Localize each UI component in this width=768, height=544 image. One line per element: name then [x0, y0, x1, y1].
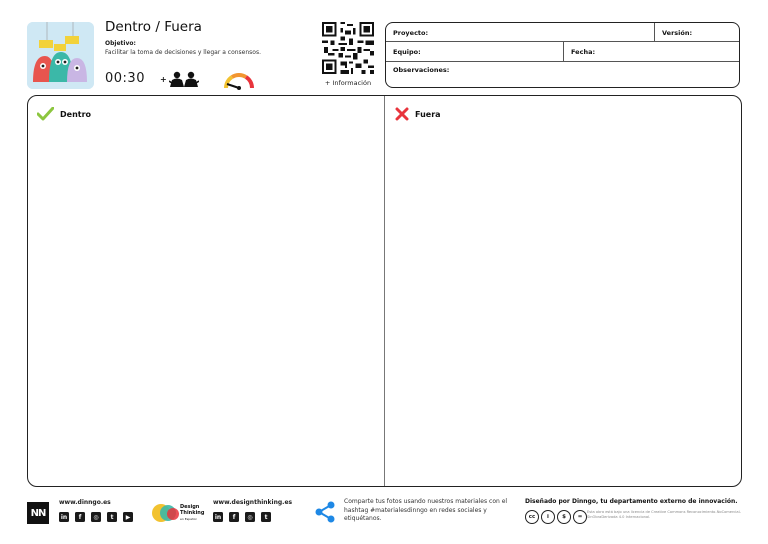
facebook-icon[interactable]: f	[229, 512, 239, 522]
qr-code-icon[interactable]	[322, 22, 374, 74]
license-text: Esta obra está bajo una licencia de Creative Commons Reconocimiento-NoComercial-SinObraDerivada 4.0 Internacional.	[587, 510, 741, 519]
outside-column-label: Fuera	[415, 109, 441, 119]
column-divider	[384, 96, 385, 486]
notes-field-label[interactable]: Observaciones:	[393, 66, 450, 74]
dinngo-social-links	[59, 512, 133, 522]
checkmark-icon	[37, 107, 54, 121]
nc-icon: $	[557, 510, 571, 524]
facebook-icon[interactable]: f	[75, 512, 85, 522]
objective-text: Facilitar la toma de decisiones y llegar a consensos.	[105, 49, 261, 56]
activity-illustration	[27, 22, 94, 89]
dinngo-logo: NN	[27, 502, 49, 524]
participants-prefix: +	[160, 74, 167, 84]
linkedin-icon[interactable]: in	[60, 513, 68, 521]
credit-text: Diseñado por Dinngo, tu departamento externo de innovación.	[525, 498, 738, 505]
nd-icon: =	[573, 510, 587, 524]
date-field-label[interactable]: Fecha:	[571, 48, 596, 56]
difficulty-gauge-icon	[222, 72, 256, 90]
twitter-icon[interactable]: t	[261, 512, 271, 522]
project-info-box	[385, 22, 740, 88]
youtube-icon[interactable]: ▶	[123, 512, 133, 522]
inside-column-header	[37, 107, 91, 121]
people-icon	[169, 71, 199, 87]
dinngo-website-link[interactable]: www.dinngo.es	[59, 499, 111, 506]
instagram-icon[interactable]: ◎	[245, 512, 255, 522]
participants-indicator	[160, 71, 199, 87]
linkedin-icon[interactable]: in	[214, 513, 222, 521]
more-info-link[interactable]: + Información	[324, 79, 372, 87]
version-field-label[interactable]: Versión:	[662, 29, 693, 37]
share-message: Comparte tus fotos usando nuestros materiales con el hashtag #materialesdinngo en redes sociales y etiquétanos.	[344, 498, 508, 522]
inside-column-label: Dentro	[60, 109, 92, 119]
page-title: Dentro / Fuera	[105, 19, 202, 35]
outside-column-header	[395, 107, 441, 121]
designthinking-website-link[interactable]: www.designthinking.es	[213, 499, 293, 506]
cc-icon: cc	[525, 510, 539, 524]
objective-label: Objetivo:	[105, 40, 136, 47]
cross-icon	[395, 107, 409, 121]
designthinking-social-links	[213, 512, 271, 522]
project-field-label[interactable]: Proyecto:	[393, 29, 429, 37]
design-thinking-wordmark: Design Thinking en Español	[180, 504, 205, 521]
twitter-icon[interactable]: t	[107, 512, 117, 522]
creative-commons-badges	[525, 510, 587, 524]
share-icon	[314, 501, 336, 523]
instagram-icon[interactable]: ◎	[91, 512, 101, 522]
by-icon: i	[541, 510, 555, 524]
duration-time: 00:30	[105, 71, 145, 86]
team-field-label[interactable]: Equipo:	[393, 48, 421, 56]
